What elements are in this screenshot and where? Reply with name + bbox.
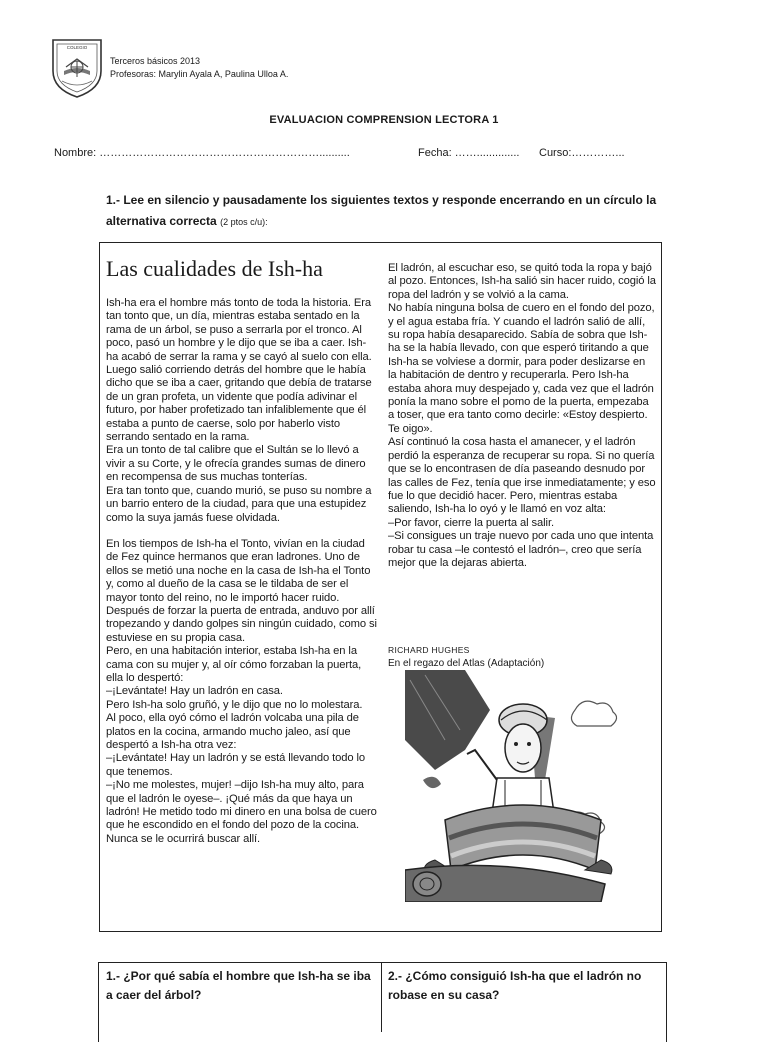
story-paragraph: Pero Ish-ha solo gruñó, y le dijo que no lo molestara. <box>106 698 363 711</box>
story-paragraph: –¡No me molestes, mujer! –dijo Ish-ha muy alto, para que el ladrón le oyese–. ¡Qué más da que haya un ladrón! He metido todo mi dinero en una bolsa de cuero que he escondido en el fondo del pozo de la cocina. Nunca se le ocurrirá buscar allí. <box>106 779 377 845</box>
course-field: Curso:…………... <box>539 147 625 159</box>
logo-text: COLEGIO <box>66 45 88 50</box>
story-paragraph: No había ninguna bolsa de cuero en el fondo del pozo, y el agua estaba fría. Y cuando el ladrón salió de allí, su ropa había desaparecido. Sabía de sobra que Ish-ha se la había llevado, con que esperó tiritando a que Ish-ha se volviese a dormir, para poder deslizarse en la habitación de dentro y recuperarla. Pero Ish-ha estaba ahora muy despejado y, cada vez que el ladrón ponía la mano sobre el pomo de la puerta, empezaba a toser, que era tanto como decirle: «Estoy despierto. Te oigo». <box>388 302 655 435</box>
story-right-column <box>388 262 656 570</box>
source-title: En el regazo del Atlas (Adaptación) <box>388 658 545 669</box>
story-paragraph: Así continuó la cosa hasta el amanecer, y el ladrón perdió la esperanza de recuperar su ropa. Si no quería que se lo encontrasen de día paseando desnudo por las calles de Fez, tenía que irse inmediatamente; y eso fue lo que decidió hacer. Pero, mientras estaba saliendo, Ish-ha lo oyó y le llamó en voz alta: <box>388 436 656 516</box>
story-paragraph: Al poco, ella oyó cómo el ladrón volcaba una pila de platos en la cocina, armando mucho jaleo, así que despertó a Ish-ha otra vez: <box>106 712 359 751</box>
story-paragraph: En los tiempos de Ish-ha el Tonto, vivían en la ciudad de Fez quince hermanos que eran ladrones. Uno de ellos se metió una noche en la casa de Ish-ha el Tonto y, como al dueño de la casa se le tildaba de ser el mayor tonto del reino, no le importó hacer ruido. Después de forzar la puerta de entrada, anduvo por allí tropezando y dando golpes sin ningún cuidado, como si estuviese en su propia casa. <box>106 537 377 644</box>
story-left-column <box>106 297 378 846</box>
name-field: Nombre: …………………………………………………….......... <box>54 147 350 159</box>
story-paragraph: –¡Levántate! Hay un ladrón en casa. <box>106 685 283 698</box>
story-paragraph: Era tan tonto que, cuando murió, se puso su nombre a un barrio entero de la ciudad, para que una estupidez como la suya jamás fuese olvidada. <box>106 484 372 524</box>
story-paragraph: –¡Levántate! Hay un ladrón y se está llevando todo lo que tenemos. <box>106 752 366 778</box>
story-paragraph: Ish-ha era el hombre más tonto de toda la historia. Era tan tonto que, un día, mientras estaba sentado en la rama de un árbol, se puso a serrarla por el tronco. Al poco, pasó un hombre y le dijo que se iba a caer. Ish-ha acabó de serrar la rama y se cayó al suelo con ella. Luego salió corriendo detrás del hombre que le había dicho que se iba a caer, gritando que debía de tratarse de un gran profeta, un vidente que podía adivinar el futuro, por haber profetizado tan infaliblemente que él estaba a punto de caerse, solo por haberlo visto serrando sentado en la rama. <box>106 297 372 444</box>
header-teachers-line: Profesoras: Marylin Ayala A, Paulina Ulloa A. <box>110 69 289 79</box>
school-crest-logo <box>50 37 104 99</box>
story-paragraph: Era un tonto de tal calibre que el Sultán se lo llevó a vivir a su Corte, y le ofrecía grandes sumas de dinero en recompensa de sus muchas tonterías. <box>106 444 366 484</box>
instruction-points: (2 ptos c/u): <box>220 217 268 227</box>
story-paragraph: –Si consigues un traje nuevo por cada uno que intenta robar tu casa –le contestó el ladrón–, creo que sería mejor que la dejaras abierta. <box>388 530 654 569</box>
author-name: RICHARD HUGHES <box>388 645 470 655</box>
instructions <box>106 190 666 233</box>
evaluation-title: EVALUACION COMPRENSION LECTORA 1 <box>269 114 499 126</box>
story-paragraph: –Por favor, cierre la puerta al salir. <box>388 516 554 529</box>
instruction-text: 1.- Lee en silencio y pausadamente los siguientes textos y responde encerrando en un círculo la alternativa correcta <box>106 193 657 228</box>
questions-divider <box>381 962 382 1032</box>
story-paragraph: Pero, en una habitación interior, estaba Ish-ha en la cama con su mujer y, al oír cómo forzaban la puerta, ella lo despertó: <box>106 645 362 684</box>
date-field: Fecha: …….............. <box>418 147 520 159</box>
author-credit <box>388 644 544 670</box>
question-1: 1.- ¿Por qué sabía el hombre que Ish-ha se iba a caer del árbol? <box>106 969 371 1002</box>
story-illustration <box>405 670 620 902</box>
header-grade-line: Terceros básicos 2013 <box>110 56 201 66</box>
question-2: 2.- ¿Cómo consiguió Ish-ha que el ladrón no robase en su casa? <box>388 969 642 1002</box>
story-paragraph: El ladrón, al escuchar eso, se quitó toda la ropa y bajó al pozo. Entonces, Ish-ha salió sin hacer ruido, cogió la ropa del ladrón y se volvió a la cama. <box>388 262 656 301</box>
story-title: Las cualidades de Ish-ha <box>106 256 323 281</box>
